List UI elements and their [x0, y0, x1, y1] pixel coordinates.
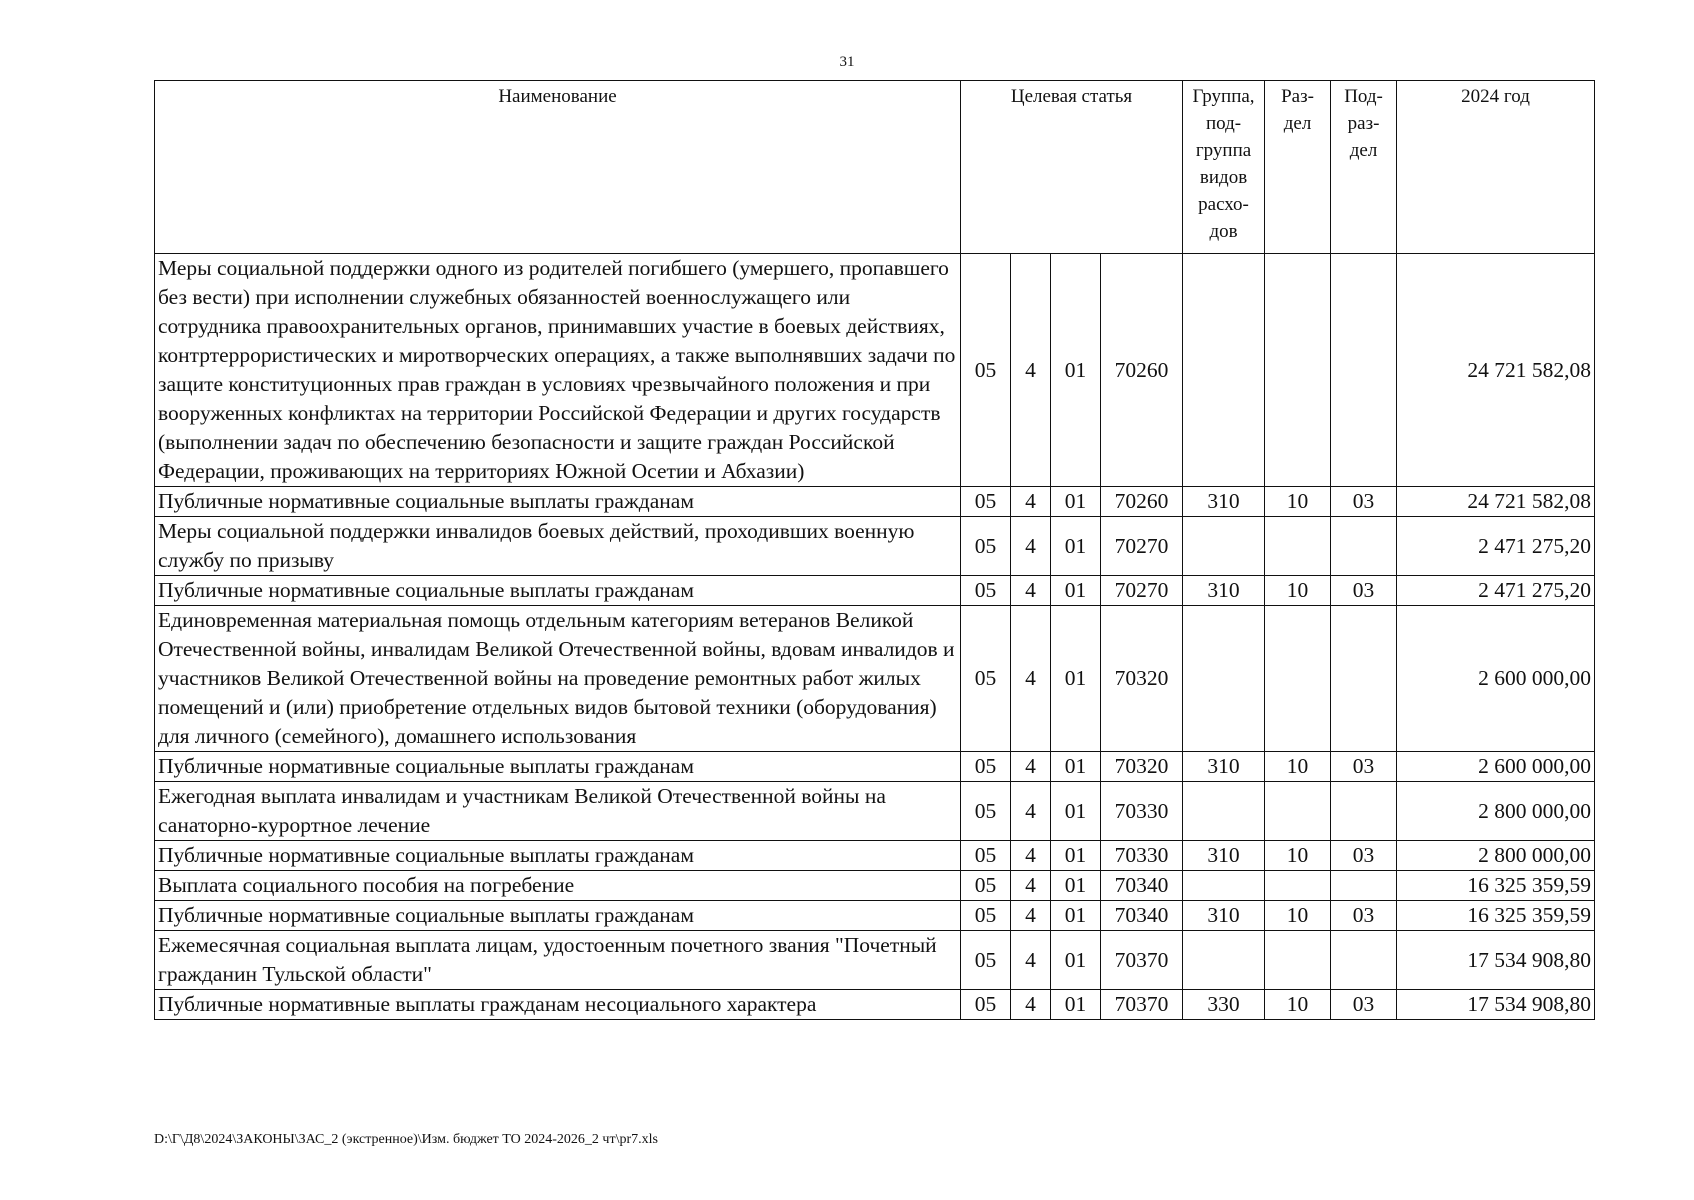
- table-row: [155, 871, 1595, 901]
- table-row: [155, 487, 1595, 517]
- code-subprogram: 01: [1051, 841, 1101, 871]
- code-direction: 70270: [1101, 576, 1183, 606]
- section-code: 10: [1265, 841, 1331, 871]
- code-type: 4: [1011, 606, 1051, 752]
- code-program: 05: [961, 871, 1011, 901]
- code-type: 4: [1011, 487, 1051, 517]
- subsection-code: [1331, 254, 1397, 487]
- amount-2024: 17 534 908,80: [1397, 990, 1595, 1020]
- section-code: [1265, 606, 1331, 752]
- table-row: [155, 752, 1595, 782]
- code-subprogram: 01: [1051, 871, 1101, 901]
- code-program: 05: [961, 931, 1011, 990]
- section-code: [1265, 871, 1331, 901]
- file-path-footer: D:\Г\Д8\2024\ЗАКОНЫ\ЗАС_2 (экстренное)\Изм. бюджет ТО 2024-2026_2 чт\pr7.xls: [154, 1132, 658, 1147]
- header-year: 2024 год: [1397, 81, 1595, 254]
- code-program: 05: [961, 517, 1011, 576]
- code-program: 05: [961, 254, 1011, 487]
- row-name: Выплата социального пособия на погребение: [155, 871, 961, 901]
- code-type: 4: [1011, 871, 1051, 901]
- code-subprogram: 01: [1051, 931, 1101, 990]
- expense-group: 310: [1183, 841, 1265, 871]
- subsection-code: [1331, 931, 1397, 990]
- section-code: [1265, 254, 1331, 487]
- amount-2024: 2 600 000,00: [1397, 752, 1595, 782]
- table-row: [155, 517, 1595, 576]
- subsection-code: 03: [1331, 576, 1397, 606]
- row-name: Публичные нормативные социальные выплаты гражданам: [155, 901, 961, 931]
- amount-2024: 24 721 582,08: [1397, 254, 1595, 487]
- code-direction: 70260: [1101, 254, 1183, 487]
- section-code: [1265, 931, 1331, 990]
- table-row: [155, 606, 1595, 752]
- subsection-code: 03: [1331, 752, 1397, 782]
- expense-group: 310: [1183, 752, 1265, 782]
- code-program: 05: [961, 606, 1011, 752]
- subsection-code: 03: [1331, 841, 1397, 871]
- expense-group: 310: [1183, 901, 1265, 931]
- code-direction: 70260: [1101, 487, 1183, 517]
- row-name: Публичные нормативные социальные выплаты гражданам: [155, 841, 961, 871]
- table-row: [155, 782, 1595, 841]
- expense-group: [1183, 606, 1265, 752]
- code-type: 4: [1011, 752, 1051, 782]
- subsection-code: 03: [1331, 487, 1397, 517]
- header-name: Наименование: [155, 81, 961, 254]
- page-number: 31: [839, 54, 855, 70]
- code-direction: 70370: [1101, 931, 1183, 990]
- subsection-code: 03: [1331, 901, 1397, 931]
- amount-2024: 16 325 359,59: [1397, 871, 1595, 901]
- code-program: 05: [961, 990, 1011, 1020]
- code-subprogram: 01: [1051, 606, 1101, 752]
- expense-group: [1183, 782, 1265, 841]
- amount-2024: 16 325 359,59: [1397, 901, 1595, 931]
- code-program: 05: [961, 841, 1011, 871]
- row-name: Публичные нормативные социальные выплаты гражданам: [155, 576, 961, 606]
- header-subsection: Под- раз- дел: [1331, 81, 1397, 254]
- table-row: [155, 931, 1595, 990]
- code-type: 4: [1011, 901, 1051, 931]
- header-target-article: Целевая статья: [961, 81, 1183, 254]
- expense-group: 330: [1183, 990, 1265, 1020]
- row-name: Единовременная материальная помощь отдельным категориям ветеранов Великой Отечественной войны, инвалидам Великой Отечественной войны, вдовам инвалидов и участников Великой Отечественной войны на проведение ремонтных работ жилых помещений и (или) приобретение отдельных видов бытовой техники (оборудования) для личного (семейного), домашнего использования: [155, 606, 961, 752]
- section-code: 10: [1265, 901, 1331, 931]
- section-code: 10: [1265, 487, 1331, 517]
- amount-2024: 2 471 275,20: [1397, 576, 1595, 606]
- row-name: Публичные нормативные выплаты гражданам несоциального характера: [155, 990, 961, 1020]
- code-subprogram: 01: [1051, 576, 1101, 606]
- amount-2024: 2 471 275,20: [1397, 517, 1595, 576]
- subsection-code: [1331, 782, 1397, 841]
- code-subprogram: 01: [1051, 487, 1101, 517]
- code-program: 05: [961, 576, 1011, 606]
- table-row: [155, 576, 1595, 606]
- row-name: Ежегодная выплата инвалидам и участникам Великой Отечественной войны на санаторно-курортное лечение: [155, 782, 961, 841]
- expense-group: [1183, 517, 1265, 576]
- code-direction: 70340: [1101, 901, 1183, 931]
- expense-group: 310: [1183, 487, 1265, 517]
- row-name: Публичные нормативные социальные выплаты гражданам: [155, 487, 961, 517]
- code-subprogram: 01: [1051, 752, 1101, 782]
- code-direction: 70330: [1101, 782, 1183, 841]
- code-subprogram: 01: [1051, 517, 1101, 576]
- code-type: 4: [1011, 254, 1051, 487]
- amount-2024: 2 800 000,00: [1397, 841, 1595, 871]
- code-program: 05: [961, 752, 1011, 782]
- table-header-row: [155, 81, 1595, 254]
- table-row: [155, 901, 1595, 931]
- amount-2024: 2 600 000,00: [1397, 606, 1595, 752]
- code-direction: 70320: [1101, 752, 1183, 782]
- code-direction: 70340: [1101, 871, 1183, 901]
- section-code: 10: [1265, 576, 1331, 606]
- code-type: 4: [1011, 990, 1051, 1020]
- code-type: 4: [1011, 841, 1051, 871]
- code-direction: 70270: [1101, 517, 1183, 576]
- budget-table: [154, 80, 1595, 1020]
- code-type: 4: [1011, 782, 1051, 841]
- table-row: [155, 254, 1595, 487]
- code-program: 05: [961, 782, 1011, 841]
- table-row: [155, 990, 1595, 1020]
- header-group: Группа, под- группа видов расхо- дов: [1183, 81, 1265, 254]
- code-type: 4: [1011, 931, 1051, 990]
- code-direction: 70320: [1101, 606, 1183, 752]
- code-program: 05: [961, 901, 1011, 931]
- expense-group: [1183, 254, 1265, 487]
- code-direction: 70370: [1101, 990, 1183, 1020]
- subsection-code: [1331, 606, 1397, 752]
- code-direction: 70330: [1101, 841, 1183, 871]
- code-type: 4: [1011, 517, 1051, 576]
- expense-group: [1183, 871, 1265, 901]
- amount-2024: 24 721 582,08: [1397, 487, 1595, 517]
- code-subprogram: 01: [1051, 254, 1101, 487]
- expense-group: [1183, 931, 1265, 990]
- section-code: 10: [1265, 990, 1331, 1020]
- subsection-code: [1331, 517, 1397, 576]
- code-subprogram: 01: [1051, 782, 1101, 841]
- code-program: 05: [961, 487, 1011, 517]
- code-type: 4: [1011, 576, 1051, 606]
- section-code: 10: [1265, 752, 1331, 782]
- expense-group: 310: [1183, 576, 1265, 606]
- amount-2024: 17 534 908,80: [1397, 931, 1595, 990]
- amount-2024: 2 800 000,00: [1397, 782, 1595, 841]
- subsection-code: [1331, 871, 1397, 901]
- code-subprogram: 01: [1051, 990, 1101, 1020]
- header-section: Раз- дел: [1265, 81, 1331, 254]
- row-name: Ежемесячная социальная выплата лицам, удостоенным почетного звания "Почетный гражданин Тульской области": [155, 931, 961, 990]
- subsection-code: 03: [1331, 990, 1397, 1020]
- row-name: Меры социальной поддержки инвалидов боевых действий, проходивших военную службу по призыву: [155, 517, 961, 576]
- code-subprogram: 01: [1051, 901, 1101, 931]
- section-code: [1265, 517, 1331, 576]
- row-name: Публичные нормативные социальные выплаты гражданам: [155, 752, 961, 782]
- section-code: [1265, 782, 1331, 841]
- table-row: [155, 841, 1595, 871]
- row-name: Меры социальной поддержки одного из родителей погибшего (умершего, пропавшего без вести) при исполнении служебных обязанностей военнослужащего или сотрудника правоохранительных органов, принимавших участие в боевых действиях, контртеррористических и миротворческих операциях, а также выполнявших задачи по защите конституционных прав граждан в условиях чрезвычайного положения и при вооруженных конфликтах на территории Российской Федерации и других государств (выполнении задач по обеспечению безопасности и защите граждан Российской Федерации, проживающих на территориях Южной Осетии и Абхазии): [155, 254, 961, 487]
